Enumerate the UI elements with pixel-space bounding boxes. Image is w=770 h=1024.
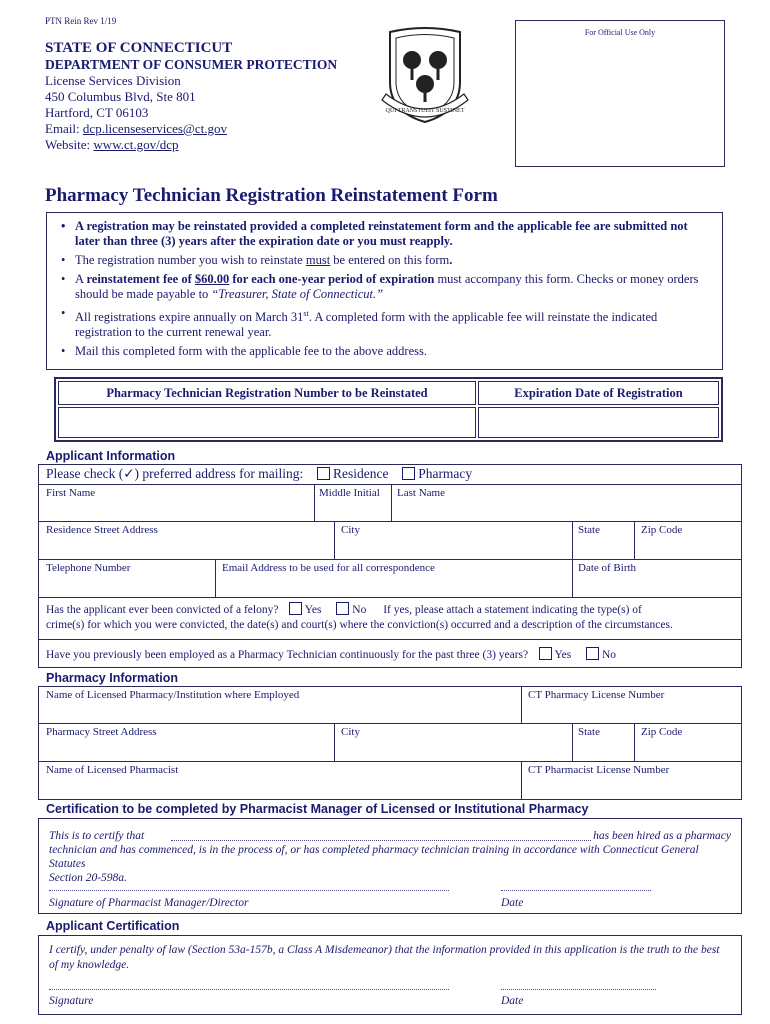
certification-box [38,818,742,914]
certify-text-start: This is to certify that [49,830,145,842]
department-name: DEPARTMENT OF CONSUMER PROTECTION [45,57,338,72]
applicant-cert-text: I certify, under penalty of law (Section 53a-157b, a Class A Misdemeanor) that the information provided in this application is the truth to the best of my knowledge. [49,944,720,971]
mailing-preference-row [39,465,741,485]
employment-question: Have you previously been employed as a Pharmacy Technician continuously for the past three (3) years? [46,649,529,661]
applicant-section-title: Applicant Information [46,449,176,463]
employment-no-label: No [601,649,617,661]
email-correspondence-label[interactable]: Email Address to be used for all correspondence [222,562,435,574]
residence-street-label[interactable]: Residence Street Address [46,524,158,536]
instruction-4: • All registrations expire annually on March 31st. A completed form with the applicable fee will reinstate the indicated registration to the current renewal year. [53,306,714,340]
certify-text-hired: has been hired as a pharmacy [593,830,731,842]
felony-note-line1: If yes, please attach a statement indicating the type(s) of [383,604,642,616]
instruction-2: • The registration number you wish to reinstate must be entered on this form. [53,253,714,268]
residence-state-label[interactable]: State [578,524,600,536]
manager-signature-line[interactable] [49,890,449,891]
felony-yes-label: Yes [304,604,322,616]
pharmacy-address-row [39,724,741,762]
residence-address-row [39,522,741,560]
instruction-3: • A reinstatement fee of $60.00 for each one-year period of expiration must accompany this form. Checks or money orders should be made payable to “Treasurer, State of Connecticut.” [53,272,714,302]
residence-checkbox[interactable] [317,467,330,480]
registration-number-header: Pharmacy Technician Registration Number to be Reinstated [58,381,476,405]
felony-question: Has the applicant ever been convicted of a felony? [46,604,279,616]
first-name-label[interactable]: First Name [46,487,96,499]
pharmacy-checkbox[interactable] [402,467,415,480]
instructions-box [46,212,723,370]
website-label: Website: [45,137,91,152]
applicant-cert-section-title: Applicant Certification [46,919,180,933]
felony-note-line2: crime(s) for which you were convicted, the date(s) and court(s) where the conviction(s) occurred and a description of the circumstances. [46,619,673,631]
contact-row [39,560,741,598]
employment-no-checkbox[interactable] [586,647,599,660]
agency-address-block [45,40,337,153]
expiration-date-header: Expiration Date of Registration [478,381,719,405]
email-link[interactable]: dcp.licenseservices@ct.gov [82,121,228,136]
employment-yes-checkbox[interactable] [539,647,552,660]
applicant-signature-label: Signature [49,995,94,1007]
applicant-cert-box [38,935,742,1015]
certification-section-title: Certification to be completed by Pharmacist Manager of Licensed or Institutional Pharmacy [46,802,589,816]
svg-text:QUI TRANSTULIT SUSTINET: QUI TRANSTULIT SUSTINET [385,108,465,114]
instruction-1: • A registration may be reinstated provided a completed reinstatement form and the applicable fee are submitted not later than three (3) years after the expiration date or you must reapply. [53,219,714,249]
pharmacist-license-label[interactable]: CT Pharmacist License Number [528,764,670,776]
telephone-label[interactable]: Telephone Number [46,562,131,574]
certify-text-section: Section 20-598a. [49,872,127,884]
pharmacy-state-label[interactable]: State [578,726,600,738]
manager-date-label: Date [501,897,524,909]
pharmacy-info-table [38,686,742,800]
applicant-signature-line[interactable] [49,989,449,990]
date-of-birth-label[interactable]: Date of Birth [578,562,637,574]
pharmacy-license-label[interactable]: CT Pharmacy License Number [528,689,665,701]
residence-city-label[interactable]: City [341,524,360,536]
registration-table [54,377,723,442]
employment-yes-label: Yes [554,649,572,661]
felony-yes-checkbox[interactable] [289,602,302,615]
felony-no-checkbox[interactable] [336,602,349,615]
pharmacy-name-row [39,687,741,724]
manager-signature-label: Signature of Pharmacist Manager/Director [49,897,249,909]
name-row [39,485,741,522]
division-name: License Services Division [45,73,181,88]
employment-row [39,640,741,668]
manager-date-line[interactable] [501,890,651,891]
residence-label: Residence [332,466,389,481]
pharmacist-name-label[interactable]: Name of Licensed Pharmacist [46,764,179,776]
middle-initial-label[interactable]: Middle Initial [319,487,380,499]
official-use-label: For Official Use Only [584,28,656,37]
pharmacy-name-label[interactable]: Name of Licensed Pharmacy/Institution where Employed [46,689,300,701]
address-line1: 450 Columbus Blvd, Ste 801 [45,89,196,104]
pharmacy-street-label[interactable]: Pharmacy Street Address [46,726,157,738]
pharmacy-city-label[interactable]: City [341,726,360,738]
applicant-info-table [38,464,742,668]
form-code: PTN Rein Rev 1/19 [45,16,117,26]
registration-number-input[interactable] [58,407,476,438]
applicant-date-label: Date [501,995,524,1007]
pharmacy-label: Pharmacy [418,466,473,481]
state-seal-icon [370,22,480,130]
mailing-preference-label: Please check (✓) preferred address for mailing: [46,466,304,481]
expiration-date-input[interactable] [478,407,719,438]
official-use-box [515,20,725,167]
pharmacist-row [39,762,741,800]
website-link[interactable]: www.ct.gov/dcp [93,137,179,152]
state-name: STATE OF CONNECTICUT [45,40,233,56]
email-label: Email: [45,121,80,136]
pharmacy-zip-label[interactable]: Zip Code [641,726,683,738]
certify-text-body: technician and has commenced, is in the process of, or has completed pharmacy technician training in accordance with Connecticut General Statutes [49,844,699,870]
applicant-date-line[interactable] [501,989,656,990]
last-name-label[interactable]: Last Name [397,487,445,499]
felony-no-label: No [352,604,367,616]
residence-zip-label[interactable]: Zip Code [641,524,683,536]
instruction-5: • Mail this completed form with the applicable fee to the above address. [53,344,714,359]
form-title: Pharmacy Technician Registration Reinstatement Form [45,185,498,206]
felony-row [39,598,741,640]
technician-name-line[interactable] [171,840,591,841]
pharmacy-section-title: Pharmacy Information [46,671,178,685]
address-line2: Hartford, CT 06103 [45,105,149,120]
